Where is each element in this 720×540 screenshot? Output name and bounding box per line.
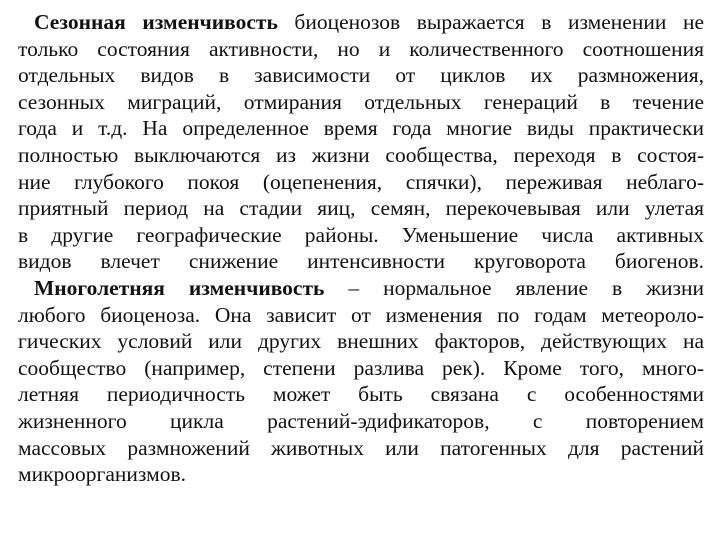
text-line: любого биоценоза. Она зависит от изменения по годам метеороло- — [18, 302, 704, 327]
term-seasonal: Сезонная изменчивость — [34, 10, 278, 34]
text-line: отдельных видов в зависимости от циклов их размножения, — [18, 63, 704, 88]
text-line: ние глубокого покоя (оцепенения, спячки), переживая неблаго- — [18, 169, 704, 194]
text-line — [18, 9, 704, 36]
term-multiyear: Многолетняя изменчивость — [34, 275, 325, 300]
text-line: летняя периодичность может быть связана с особенностями — [18, 382, 704, 407]
text-line: сообщество (например, степени разлива рек). Кроме того, много- — [18, 355, 704, 380]
text-span: – нормальное явление в жизни — [324, 275, 704, 300]
document-body — [18, 9, 704, 488]
text-line: приятный период на стадии яиц, семян, перекочевывая или улетая — [18, 196, 704, 221]
text-line — [18, 275, 704, 302]
text-line: массовых размножений животных или патогенных для растений — [18, 435, 704, 460]
text-line: в другие географические районы. Уменьшение числа активных — [18, 222, 704, 247]
text-line: года и т.д. На определенное время года многие виды практически — [18, 116, 704, 141]
text-line: жизненного цикла растений-эдификаторов, с повторением — [18, 408, 704, 433]
text-line: полностью выключаются из жизни сообщества, переходя в состоя- — [18, 142, 704, 167]
text-span: биоценозов выражается в изменении не — [277, 10, 704, 34]
text-line: только состояния активности, но и количественного соотношения — [18, 36, 704, 61]
text-line: гических условий или других внешних факторов, действующих на — [18, 329, 704, 354]
text-line: сезонных миграций, отмирания отдельных генераций в течение — [18, 89, 704, 114]
text-line: микроорганизмов. — [18, 462, 187, 487]
text-line: видов влечет снижение интенсивности круговорота биогенов. — [18, 249, 704, 274]
